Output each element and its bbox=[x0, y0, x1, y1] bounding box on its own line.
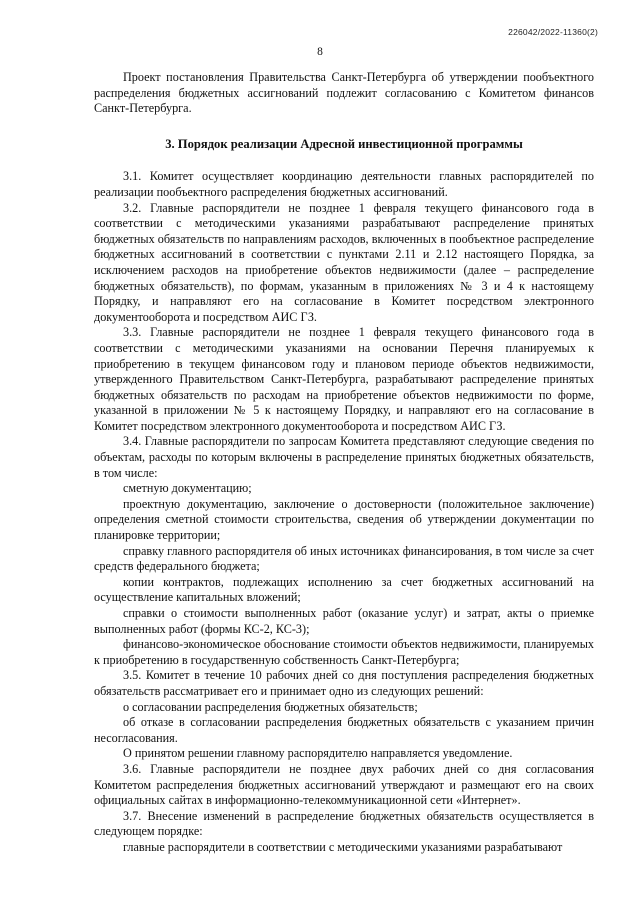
list-item-estimate-docs: сметную документацию; bbox=[123, 481, 252, 496]
document-registration-number: 226042/2022-11360(2) bbox=[508, 27, 598, 37]
paragraph-3-2: 3.2. Главные распорядители не позднее 1 февраля текущего финансового года в соответствии с методическими указаниями разрабатывают распределение принятых бюджетных обязательств по направлениям расходов, включенных в пообъектное распределение бюджетных ассигнований в соответствии с пунктами 2.11 и 2.12 настоящего Порядка, за исключением расходов на приобретение объектов недвижимости (далее – распределение бюджетных обязательств), по формам, указанным в приложениях № 3 и 4 к настоящему Порядку, и направляют его на согласование в Комитет посредством электронного документооборота и посредством АИС ГЗ. bbox=[94, 200, 594, 324]
document-body bbox=[94, 70, 594, 856]
notification-paragraph: О принятом решении главному распорядителю направляется уведомление. bbox=[123, 746, 513, 761]
paragraph-3-1: 3.1. Комитет осуществляет координацию деятельности главных распорядителей по реализации пообъектного распределения бюджетных ассигнований. bbox=[94, 169, 594, 199]
paragraph-continuation: главные распорядители в соответствии с методическими указаниями разрабатывают bbox=[123, 839, 563, 854]
list-item-funding-sources: справку главного распорядителя об иных источниках финансирования, в том числе за счет средств федерального бюджета; bbox=[94, 543, 594, 574]
section-heading: 3. Порядок реализации Адресной инвестиционной программы bbox=[165, 136, 523, 151]
list-item-work-cost-certificates: справки о стоимости выполненных работ (оказание услуг) и затрат, акты о приемке выполненных работ (формы КС-2, КС-3); bbox=[94, 606, 594, 636]
paragraph-3-3: 3.3. Главные распорядители не позднее 1 февраля текущего финансового года в соответствии с методическими указаниями на основании Перечня планируемых к приобретению в текущем финансовом году и плановом периоде объектов недвижимости, утвержденного Правительством Санкт-Петербурга, разрабатывают распределение принятых бюджетных обязательств по расходам на приобретение объектов недвижимости по форме, указанной в приложении № 5 к настоящему Порядку, и направляют его на согласование в Комитет посредством электронного документооборота и посредством АИС ГЗ. bbox=[94, 325, 594, 433]
paragraph-3-6: 3.6. Главные распорядители не позднее двух рабочих дней со дня согласования Комитетом распределения бюджетных ассигнований утверждают и размещают его на своих официальных сайтах в информационно-телекоммуникационной сети «Интернет». bbox=[94, 761, 594, 808]
page-number: 8 bbox=[317, 46, 323, 58]
list-item-project-docs: проектную документацию, заключение о достоверности (положительное заключение) определения сметной стоимости строительства, сведения об утверждении документации по планировке территории; bbox=[94, 496, 594, 543]
list-item-contract-copies: копии контрактов, подлежащих исполнению за счет бюджетных ассигнований на осуществление капитальных вложений; bbox=[94, 574, 594, 605]
decision-refuse: об отказе в согласовании распределения бюджетных обязательств с указанием причин несогласования. bbox=[94, 715, 594, 745]
intro-paragraph: Проект постановления Правительства Санкт-Петербурга об утверждении пообъектного распределения бюджетных ассигнований подлежит согласованию с Комитетом финансов Санкт-Петербурга. bbox=[94, 70, 594, 116]
paragraph-3-5: 3.5. Комитет в течение 10 рабочих дней со дня поступления распределения бюджетных обязательств рассматривает его и принимает одно из следующих решений: bbox=[94, 668, 594, 698]
decision-approve: о согласовании распределения бюджетных обязательств; bbox=[123, 699, 418, 714]
paragraph-3-4: 3.4. Главные распорядители по запросам Комитета представляют следующие сведения по объектам, расходы по которым включены в распределение принятых бюджетных обязательств, в том числе: bbox=[94, 434, 594, 480]
list-item-economic-justification: финансово-экономическое обоснование стоимости объектов недвижимости, планируемых к приобретению в государственную собственность Санкт-Петербурга; bbox=[94, 637, 594, 667]
paragraph-3-7: 3.7. Внесение изменений в распределение бюджетных обязательств осуществляется в следующем порядке: bbox=[94, 808, 594, 839]
